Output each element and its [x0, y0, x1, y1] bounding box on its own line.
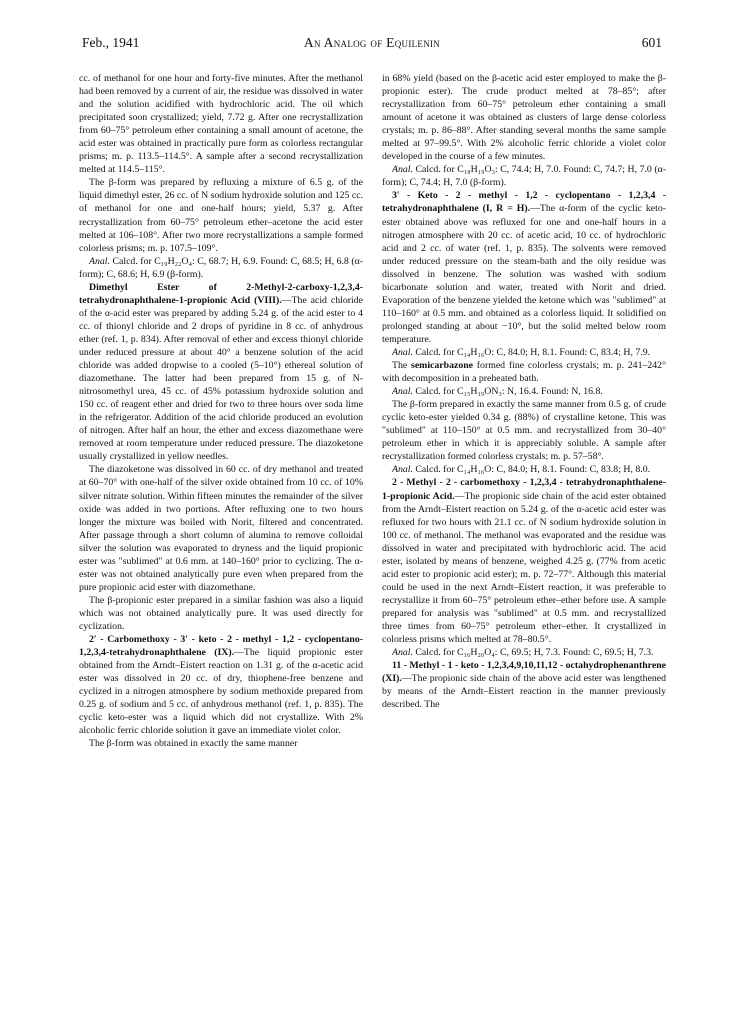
paragraph-text: in 68% yield (based on the β-acetic acid ester employed to make the β-propionic ester). The crude product melted at 78–85°; after recrystallization from 60–75° petroleum ether containing a small amount of acetone it was obtained as clusters of large dense colorless crystals; m. p. 86–88°. After standing several months the same sample melted at 97–99.5°. With 2% alcoholic ferric chloride a violet color developed in the course of a few minutes.: [382, 73, 666, 163]
paragraph-text: cc. of methanol for one hour and forty-five minutes. After the methanol had been removed by a current of air, the residue was dissolved in water and the solution acidified with hydrochloric acid. The oil which precipitated soon crystallized; yield, 7.72 g. After one recrystallization from 60–75° petroleum ether containing a small amount of acetone, the acid ester was obtained in practically pure form as colorless rectangular prisms; m. p. 113.5–114.5°. A sample after a second recrystallization melted at 114.5–115°.: [79, 73, 363, 176]
paragraph: [382, 163, 666, 189]
paragraph-text: Calcd. for C₁₅H₁₉ON₃: N, 16.4. Found: N, 16.8.: [412, 386, 603, 398]
paragraph: [79, 72, 363, 176]
paragraph-text: —The propionic side chain of the acid ester obtained from the Arndt–Eistert reaction on 5.24 g. of the α-acetic acid ester was refluxed for two hours with 21.1 cc. of N sodium hydroxide solution in 100 cc. of methanol. The methanol was evaporated and the residue was dissolved in water and precipitated with hydrochloric acid. The acid ester, isolated by means of benzene, weighed 4.25 g. (77% from acetic acid ester to propionic acid ester); m. p. 72–77°. Although this material could be used in the next Arndt–Eistert reaction, it was preferable to recrystallize it from 60–75° petroleum ether–ether before use. A sample prepared for analysis was "sublimed" at 0.5 mm. and recrystallized three times from 60–75° petroleum ether–ether. It crystallized in colorless prisms which melted at 78–80.5°.: [382, 490, 666, 646]
section-heading: Dimethyl Ester of 2-Methyl-2-carboxy-1,2,3,4-tetrahydronaphthalene-1-propionic Acid (VIII).: [79, 281, 363, 306]
section-heading: 2 - Methyl - 2 - carbomethoxy - 1,2,3,4 - tetrahydronaphthalene-1-propionic Acid.: [382, 477, 666, 502]
paragraph-text: The β-form was prepared by refluxing a mixture of 6.5 g. of the liquid dimethyl ester, 26 cc. of N sodium hydroxide solution and 125 cc. of methanol for one and one-half hours; yield, 5.37 g. After recrystallization from 60–75° petroleum ether–acetone the acid ester melted at 106–108°. After two more recrystallizations a sample formed colorless prisms; m. p. 107.5–109°.: [79, 177, 363, 254]
paragraph-text: —The propionic side chain of the above acid ester was lengthened by means of the Arndt–Eistert reaction in the manner previously described. The: [382, 673, 666, 711]
header-title: An Analog of Equilenin: [303, 35, 441, 50]
section-heading: 11 - Methyl - 1 - keto - 1,2,3,4,9,10,11,12 - octahydrophenanthrene (XI).: [382, 660, 666, 685]
analysis-label: Anal.: [392, 464, 413, 476]
paragraph: [79, 255, 363, 281]
header-date: Feb., 1941: [82, 35, 140, 50]
paragraph: [79, 737, 363, 750]
paragraph: [382, 646, 666, 659]
paragraph: [382, 385, 666, 398]
running-header: [82, 34, 662, 52]
paragraph-text: Calcd. for C₁₄H₁₆O: C, 84.0; H, 8.1. Found: C, 83.8; H, 8.0.: [412, 464, 651, 476]
paragraph-text: The β-form was obtained in exactly the same manner: [89, 738, 298, 750]
paragraph: [79, 281, 363, 464]
paragraph-text: Calcd. for C₁₄H₁₆O: C, 84.0; H, 8.1. Found: C, 83.4; H, 7.9.: [412, 346, 651, 358]
paragraph: [382, 398, 666, 463]
analysis-label: Anal.: [392, 647, 413, 659]
paragraph-text: —The α-form of the cyclic keto-ester obtained above was refluxed for one and one-half hours in a nitrogen atmosphere with 20 cc. of acetic acid, 10 cc. of hydrochloric acid and 2 cc. of water (ref. 1, p. 835). The solvents were removed under reduced pressure on the steam-bath and the oily residue was dissolved in benzene. The solution was washed with sodium bicarbonate solution and water, treated with Norit and dried. Evaporation of the benzene yielded the ketone which was "sublimed" at 110–160° at 0.5 mm. and obtained as a colorless liquid. It solidified on prolonged standing at about −10°, but the solid melted below room temperature.: [382, 203, 666, 345]
paragraph-text: The β-propionic ester prepared in a similar fashion was also a liquid which was not obtained analytically pure. It was used directly for cyclization.: [79, 594, 363, 632]
paragraph-text: Calcd. for C₁₆H₂₀O₄: C, 69.5; H, 7.3. Found: C, 69.5; H, 7.3.: [412, 647, 654, 659]
analysis-label: Anal.: [392, 386, 413, 398]
paragraph: [79, 594, 363, 633]
page-number: 601: [641, 35, 662, 50]
paragraph: [382, 346, 666, 359]
paragraph: [382, 659, 666, 711]
paragraph: [79, 176, 363, 254]
paragraph: [382, 476, 666, 646]
paragraph-text: formed fine colorless crystals; m. p. 241–242° with decomposition in a preheated bath.: [382, 360, 666, 385]
paragraph: [382, 359, 666, 385]
paragraph: [382, 463, 666, 476]
section-heading: 2′ - Carbomethoxy - 3′ - keto - 2 - methyl - 1,2 - cyclopentano-1,2,3,4-tetrahydronaphthalene (IX).: [79, 634, 363, 659]
paragraph-text: —The liquid propionic ester obtained from the Arndt–Eistert reaction on 1.31 g. of the α-acetic acid ester was dissolved in 20 cc. of dry, thiophene-free benzene and cyclized in a nitrogen atmosphere by sodium methoxide prepared from 0.25 g. of sodium and 5 cc. of anhydrous methanol (ref. 1, p. 835). The cyclic keto-ester was a liquid which did not crystallize. With 2% alcoholic ferric chloride solution it gave an immediate violet color.: [79, 647, 363, 737]
paragraph: [382, 189, 666, 346]
analysis-label: Anal.: [392, 164, 413, 176]
right-column: [382, 72, 666, 1002]
section-heading: 3′ - Keto - 2 - methyl - 1,2 - cyclopentano - 1,2,3,4 - tetrahydronaphthalene (I, R = H).: [382, 190, 666, 215]
paragraph-text: —The acid chloride of the α-acid ester was prepared by adding 5.24 g. of the acid ester to 4 cc. of thionyl chloride and 2 drops of pyridine in 8 cc. of anhydrous ether (ref. 1, p. 834). After removal of ether and excess thionyl chloride under reduced pressure at about 40° a benzene solution of the acid chloride was added dropwise to a cooled (5–10°) ethereal solution of diazomethane. The latter had been prepared from 15 g. of N-nitrosomethyl urea, 45 cc. of 45% potassium hydroxide solution and 150 cc. of reagent ether and dried for two to three hours over soda lime in the refrigerator. Addition of the acid chloride produced an evolution of nitrogen. After half an hour, the ether and excess diazomethane were removed at room temperature under reduced pressure. The diazoketone usually crystallized in yellow needles.: [79, 294, 363, 463]
section-heading: semicarbazone: [411, 360, 474, 372]
paragraph-text: The diazoketone was dissolved in 60 cc. of dry methanol and treated at 60–70° with one-half of the silver oxide obtained from 10 cc. of 10% silver nitrate solution. Within fifteen minutes the remainder of the silver oxide was added in two portions. After refluxing one to two hours longer the mixture was boiled with Norit, filtered and concentrated. After passage through a short column of alumina to remove colloidal silver the solution was evaporated to dryness and the liquid propionic ester was "sublimed" at 0.6 mm. at 140–160° prior to cyclizing. The α-ester was not obtained analytically pure even when prepared from the pure propionic acid ester with diazomethane.: [79, 464, 363, 593]
paragraph: [382, 72, 666, 163]
paragraph: [79, 463, 363, 593]
paragraph-pre: The: [392, 360, 411, 372]
paragraph: [79, 633, 363, 737]
analysis-label: Anal.: [89, 255, 110, 267]
paragraph-text: Calcd. for C₁₉H₂₂O₄: C, 68.7; H, 6.9. Found: C, 68.5; H, 6.8 (α-form); C, 68.6; H, 6.9 (β-form).: [79, 255, 363, 280]
paragraph-text: The β-form prepared in exactly the same manner from 0.5 g. of crude cyclic keto-ester yielded 0.34 g. (88%) of crystalline ketone. This was "sublimed" at 110–150° at 0.5 mm. and recrystallized from 30–40° petroleum ether in which it is appreciably soluble. A sample after recrystallization formed colorless crystals; m. p. 57–58°.: [382, 399, 666, 463]
left-column: [79, 72, 363, 1002]
analysis-label: Anal.: [392, 346, 413, 358]
paragraph-text: Calcd. for C₁₈H₁₉O₃: C, 74.4; H, 7.0. Found: C, 74.7; H, 7.0 (α-form); C, 74.4; H, 7.0 (β-form).: [382, 164, 666, 189]
